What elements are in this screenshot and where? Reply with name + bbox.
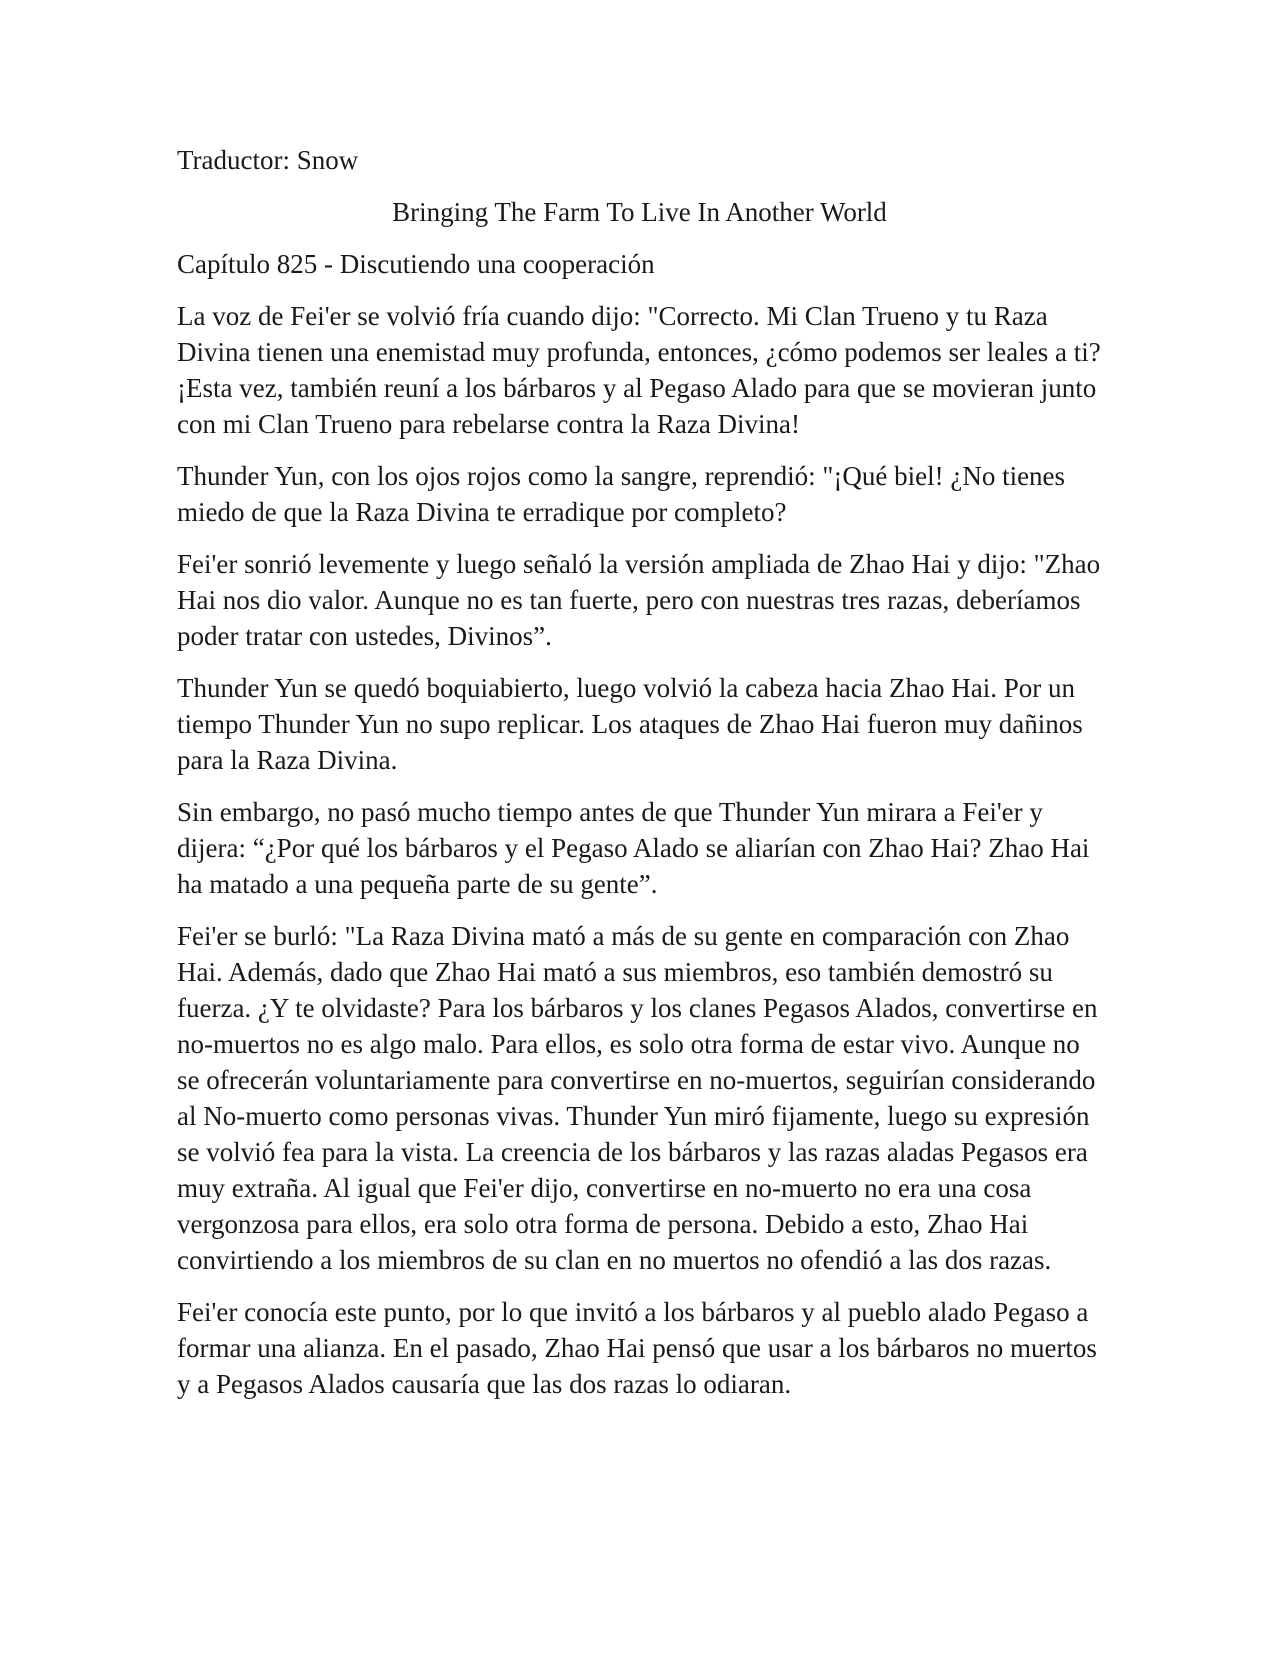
document-page: [177, 142, 1102, 1418]
book-title: Bringing The Farm To Live In Another World: [392, 197, 887, 227]
chapter-heading: Capítulo 825 - Discutiendo una cooperación: [177, 249, 655, 279]
paragraph: Fei'er sonrió levemente y luego señaló la versión ampliada de Zhao Hai y dijo: "Zhao Hai nos dio valor. Aunque no es tan fuerte, pero con nuestras tres razas, deberíamos poder tratar con ustedes, Divinos”.: [177, 549, 1101, 651]
paragraph: La voz de Fei'er se volvió fría cuando dijo: "Correcto. Mi Clan Trueno y tu Raza Divina tienen una enemistad muy profunda, entonces, ¿cómo podemos ser leales a ti? ¡Esta vez, también reuní a los bárbaros y al Pegaso Alado para que se movieran junto con mi Clan Trueno para rebelarse contra la Raza Divina!: [177, 301, 1101, 439]
paragraph: Fei'er conocía este punto, por lo que invitó a los bárbaros y al pueblo alado Pegaso a formar una alianza. En el pasado, Zhao Hai pensó que usar a los bárbaros no muertos y a Pegasos Alados causaría que las dos razas lo odiaran.: [177, 1297, 1097, 1399]
translator-credit: Traductor: Snow: [177, 145, 359, 175]
paragraph: Sin embargo, no pasó mucho tiempo antes de que Thunder Yun mirara a Fei'er y dijera: “¿Por qué los bárbaros y el Pegaso Alado se aliarían con Zhao Hai? Zhao Hai ha matado a una pequeña parte de su gente”.: [177, 797, 1090, 899]
paragraph: Thunder Yun se quedó boquiabierto, luego volvió la cabeza hacia Zhao Hai. Por un tiempo Thunder Yun no supo replicar. Los ataques de Zhao Hai fueron muy dañinos para la Raza Divina.: [177, 673, 1083, 775]
paragraph: Fei'er se burló: "La Raza Divina mató a más de su gente en comparación con Zhao Hai. Además, dado que Zhao Hai mató a sus miembros, eso también demostró su fuerza. ¿Y te olvidaste? Para los bárbaros y los clanes Pegasos Alados, convertirse en no-muertos no es algo malo. Para ellos, es solo otra forma de estar vivo. Aunque no se ofrecerán voluntariamente para convertirse en no-muertos, seguirían considerando al No-muerto como personas vivas. Thunder Yun miró fijamente, luego su expresión se volvió fea para la vista. La creencia de los bárbaros y las razas aladas Pegasos era muy extraña. Al igual que Fei'er dijo, convertirse en no-muerto no era una cosa vergonzosa para ellos, era solo otra forma de persona. Debido a esto, Zhao Hai convirtiendo a los miembros de su clan en no muertos no ofendió a las dos razas.: [177, 921, 1098, 1275]
paragraph: Thunder Yun, con los ojos rojos como la sangre, reprendió: "¡Qué biel! ¿No tienes miedo de que la Raza Divina te erradique por completo?: [177, 461, 1066, 527]
